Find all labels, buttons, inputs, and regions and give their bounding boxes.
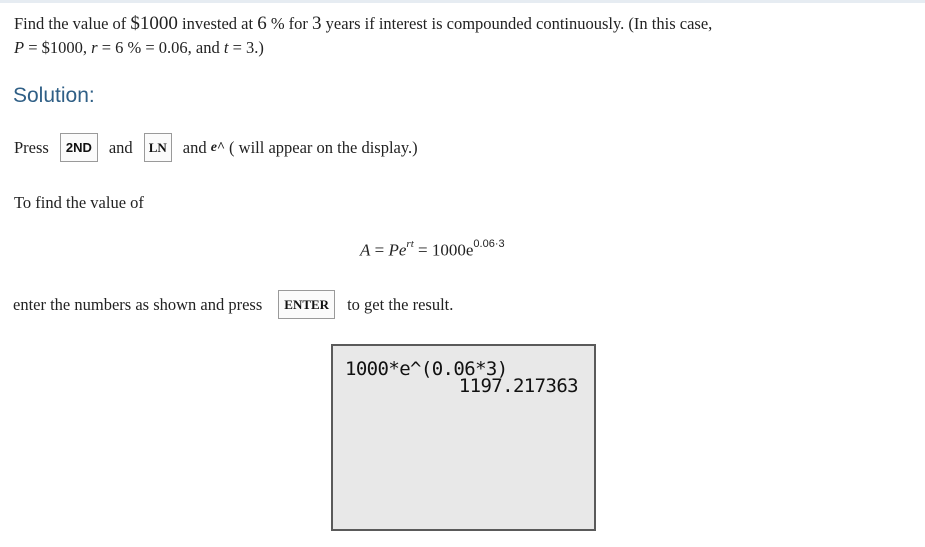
calculator-display [331,344,596,531]
press-label: Press [14,137,49,157]
problem-line-2: P = $1000, r = 6 % = 0.06, and t = 3.) [14,38,264,57]
exp-symbol: e^ [210,139,225,155]
formula: $A = Pe^{rt} = 1000e^{0.06\cdot 3}$ [360,238,505,260]
top-rule [0,0,925,3]
enter-step-before: enter the numbers as shown and press [13,294,263,314]
to-find-text: To find the value of [14,193,144,212]
rate: 6 [257,13,267,34]
calculator-result-line: 1197.217363 [458,375,578,397]
formula-exponent-value: 0.06·3 [473,238,505,250]
press-step [14,133,418,162]
calculator-input-line: 1000*e^(0.06*3) [345,358,508,380]
key-enter: ENTER [278,290,335,319]
press-step-rest: ( will appear on the display.) [224,137,418,157]
formula-exponent-rt: rt [406,238,414,250]
key-ln: LN [144,133,172,162]
enter-step-after: to get the result. [347,294,454,314]
and-label: and [108,137,133,157]
problem-line-1: Find the value of $1000 invested at 6 % for 3 years if interest is compounded continuously. (In this case, [14,13,713,34]
key-2nd: 2ND [60,133,98,162]
solution-heading: Solution: [13,84,95,107]
amount: $1000 [130,13,178,34]
enter-step [13,290,453,319]
problem-statement [14,12,712,60]
years: 3 [312,13,322,34]
and-label-2: and [182,137,211,157]
